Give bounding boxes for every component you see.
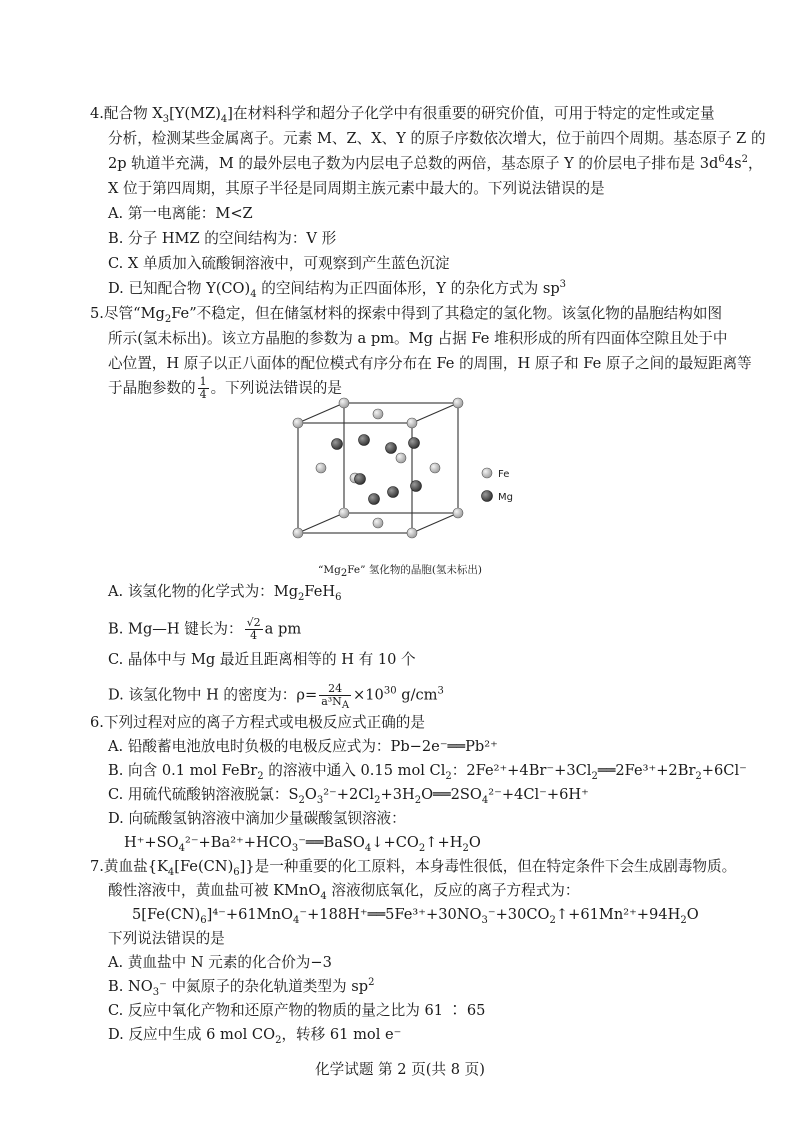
legend-fe-label: Fe [498, 469, 510, 480]
legend-fe-swatch [482, 468, 492, 478]
mg-atom [355, 474, 366, 485]
mg-atom [409, 438, 420, 449]
fe-atom [339, 508, 349, 518]
mg-atom [359, 435, 370, 446]
q7-option-c: C. 反应中氧化产物和还原产物的物质的量之比为 61 ∶ 65 [108, 1002, 486, 1019]
q7-equation: $5[Fe(CN)_6]^{4-}+61MnO_4^-+188H^+══5Fe^{3+}+30NO_3^-+30CO_2↑+61Mn^{2+}+94H_2O$ [132, 906, 699, 926]
q4-line-2: 分析，检测某些金属离子。元素 M、Z、X、Y 的原子序数依次增大，位于前四个周期。基态原子 Z 的 [108, 130, 766, 147]
fraction-one-quarter: $\frac{1}{4}$ [199, 375, 207, 401]
mg-atom [369, 494, 380, 505]
fe-atom [407, 418, 417, 428]
fe-atom [293, 418, 303, 428]
fraction-density: $\frac{24}{a^3N_A}$ [321, 682, 350, 712]
q7-option-b: B. $NO_3^-$ 中氮原子的杂化轨道类型为 $sp^2$ [108, 977, 375, 998]
fe-atom [430, 463, 440, 473]
q4-line-3: 2p 轨道半充满，M 的最外层电子数为内层电子总数的两倍，基态原子 Y 的价层电子排布是 $3d^64s^2$， [108, 154, 763, 172]
q5-line-3: 心位置，H 原子以正八面体的配位模式有序分布在 Fe 的周围，H 原子和 Fe 原子之间的最短距离等 [108, 355, 752, 372]
figure-caption: “$Mg_2Fe$” 氢化物的晶胞(氢未标出) [317, 564, 483, 580]
fraction-sqrt2-over-4: $\frac{√2}{4}$ [246, 616, 261, 642]
q4-option-d: D. 已知配合物 $Y(CO)_4$ 的空间结构为正四面体形，Y 的杂化方式为 $sp^3$ [108, 279, 567, 300]
q4-option-a: A. 第一电离能：M<Z [108, 205, 253, 222]
crystal-cell-figure [280, 395, 540, 540]
legend-mg-swatch [482, 491, 493, 502]
q6-stem: 6.下列过程对应的离子方程式或电极反应式正确的是 [90, 714, 425, 731]
fe-atom [293, 528, 303, 538]
q5-line-1: 5.尽管“$Mg_2Fe$”不稳定，但在储氢材料的探索中得到了其稳定的氢化物。该氢化物的晶胞结构如图 [90, 305, 723, 325]
fe-atom [453, 508, 463, 518]
mg-atom [386, 443, 397, 454]
mg-atom [388, 487, 399, 498]
q7-line-2: 酸性溶液中，黄血盐可被 KMnO$_4$ 溶液彻底氧化，反应的离子方程式为： [108, 882, 580, 902]
fe-atom [339, 398, 349, 408]
q6-option-d: D. 向硫酸氢钠溶液中滴加少量碳酸氢钡溶液： [108, 810, 406, 827]
q4-option-b: B. 分子 HMZ 的空间结构为：V 形 [108, 230, 337, 247]
page-footer: 化学试题 第 2 页(共 8 页) [315, 1061, 485, 1078]
q7-option-a: A. 黄血盐中 N 元素的化合价为−3 [108, 954, 332, 971]
q7-line-1: 7.黄血盐$\{K_4[Fe(CN)_6]\}$是一种重要的化工原料，本身毒性很低，但在特定条件下会生成剧毒物质。 [90, 858, 737, 878]
q7-line-4: 下列说法错误的是 [108, 930, 225, 947]
fe-atom [373, 409, 383, 419]
fe-atom [316, 463, 326, 473]
fe-atom [407, 528, 417, 538]
q5-option-a: A. 该氢化物的化学式为：$Mg_2FeH_6$ [108, 583, 342, 603]
fe-atom [453, 398, 463, 408]
q4-line-4: X 位于第四周期，其原子半径是同周期主族元素中最大的。下列说法错误的是 [108, 180, 605, 197]
q5-line-4: 于晶胞参数的 $\frac{1}{4}$ 。下列说法错误的是 [108, 375, 342, 401]
q6-option-d-equation: $H^++SO_4^{2-}+Ba^{2+}+HCO_3^-══BaSO_4↓+CO_2↑+H_2O$ [124, 834, 481, 854]
mg-atom [411, 481, 422, 492]
q5-option-d: D. 该氢化物中 H 的密度为：ρ= $\frac{24}{a^3N_A}$ $\times 10^{30}$ $g/cm^3$ [108, 682, 444, 712]
legend-mg-label: Mg [498, 492, 513, 503]
q6-option-c: C. 用硫代硫酸钠溶液脱氯：$S_2O_3^{2-}+2Cl_2+3H_2O══2SO_4^{2-}+4Cl^-+6H^+$ [108, 786, 589, 806]
q5-option-c: C. 晶体中与 Mg 最近且距离相等的 H 有 10 个 [108, 651, 416, 668]
fe-atom [373, 518, 383, 528]
q4-option-c: C. X 单质加入硫酸铜溶液中，可观察到产生蓝色沉淀 [108, 255, 450, 272]
q6-option-a: A. 铅酸蓄电池放电时负极的电极反应式为：Pb−2e⁻══Pb²⁺ [108, 738, 498, 755]
q5-line-2: 所示(氢未标出)。该立方晶胞的参数为 a pm。Mg 占据 Fe 堆积形成的所有四面体空隙且处于中 [108, 330, 728, 347]
q4-line-1: 4.配合物 $X_3[Y(MZ)_4]$在材料科学和超分子化学中有很重要的研究价值，可用于特定的定性或定量 [90, 105, 715, 125]
fe-atom [396, 453, 406, 463]
q7-option-d: D. 反应中生成 6 mol $CO_2$，转移 61 mol e⁻ [108, 1026, 402, 1046]
mg-atom [332, 439, 343, 450]
q5-option-b: B. Mg—H 键长为： $\frac{√2}{4}$ a pm [108, 616, 302, 642]
q6-option-b: B. 向含 0.1 mol FeBr$_2$ 的溶液中通入 0.15 mol $Cl_2$：$2Fe^{2+}+4Br^-+3Cl_2══2Fe^{3+}+2Br_2+6Cl^-$ [108, 762, 747, 782]
